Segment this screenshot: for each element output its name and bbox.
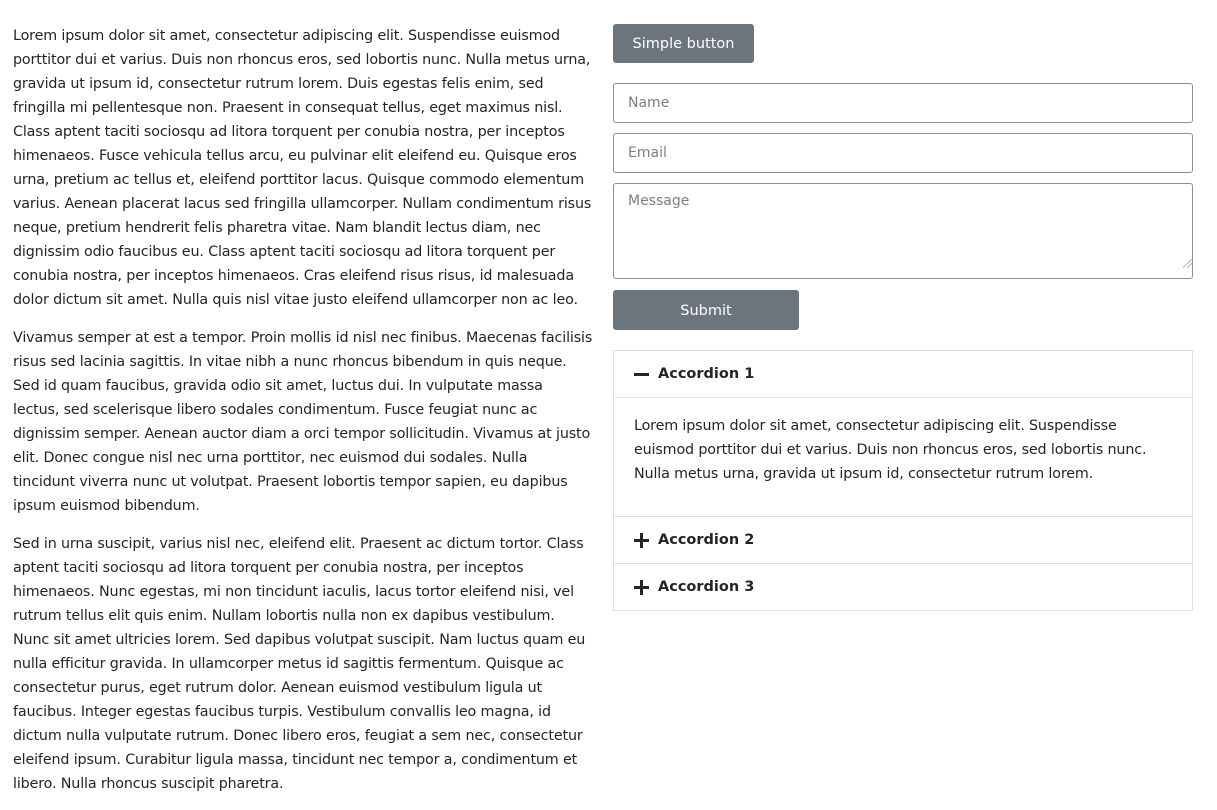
accordion-title-2: Accordion 2 <box>658 532 755 548</box>
article-text <box>13 24 593 810</box>
paragraph-3: Sed in urna suscipit, varius nisl nec, eleifend elit. Praesent ac dictum tortor. Class aptent taciti sociosqu ad litora torquent per conubia nostra, per inceptos himenaeos. Nunc egestas, mi non tincidunt iaculis, lacus tortor eleifend nisi, vel rutrum tellus elit quis enim. Nullam lobortis nulla non ex dapibus vestibulum. Nunc sit amet ultricies lorem. Sed dapibus volutpat suscipit. Nam luctus quam eu nulla efficitur gravida. In ullamcorper metus id sagittis fermentum. Quisque ac consectetur purus, eget rutrum dolor. Aenean euismod vestibulum ligula ut faucibus. Integer egestas faucibus turpis. Vestibulum convallis leo magna, id dictum nulla vulputate rutrum. Donec libero eros, feugiat a sem nec, consectetur eleifend ipsum. Curabitur ligula massa, tincidunt nec tempor a, condimentum et libero. Nulla rhoncus suscipit pharetra. <box>13 536 586 792</box>
accordion-title-3: Accordion 3 <box>658 579 755 595</box>
accordion-item-1 <box>614 351 1192 516</box>
resize-grip-icon[interactable] <box>1183 259 1192 268</box>
paragraph-2: Vivamus semper at est a tempor. Proin mollis id nisl nec finibus. Maecenas facilisis risus sed lacinia sagittis. In vitae nibh a nunc rhoncus bibendum in quis neque. Sed id quam faucibus, gravida odio sit amet, luctus dui. In vulputate massa lectus, sed scelerisque libero sodales condimentum. Fusce feugiat nunc ac dignissim semper. Aenean auctor diam a orci tempor sollicitudin. Vivamus at justo elit. Donec congue nisl nec urna porttitor, nec euismod dui sodales. Nulla tincidunt viverra nunc ut volutpat. Praesent lobortis tempor sapien, eu dapibus ipsum euismod bibendum. <box>13 330 593 514</box>
minus-icon <box>634 367 649 382</box>
name-input[interactable] <box>613 83 1193 123</box>
accordion-header-1[interactable] <box>614 351 1192 397</box>
accordion-title-1: Accordion 1 <box>658 366 755 382</box>
accordion-header-2[interactable] <box>614 517 1192 563</box>
accordion-item-2 <box>614 516 1192 563</box>
message-wrapper <box>613 183 1193 279</box>
sidebar-panel <box>613 24 1193 611</box>
accordion <box>613 350 1193 611</box>
plus-icon <box>634 533 649 548</box>
message-textarea[interactable] <box>613 183 1193 279</box>
accordion-item-3 <box>614 563 1192 610</box>
accordion-header-3[interactable] <box>614 564 1192 610</box>
contact-form <box>613 83 1193 330</box>
email-input[interactable] <box>613 133 1193 173</box>
submit-button[interactable]: Submit <box>613 290 799 330</box>
simple-button[interactable]: Simple button <box>613 24 754 63</box>
paragraph-1: Lorem ipsum dolor sit amet, consectetur adipiscing elit. Suspendisse euismod porttitor dui et varius. Duis non rhoncus eros, sed lobortis nunc. Nulla metus urna, gravida ut ipsum id, consectetur rutrum lorem. Duis egestas felis enim, sed fringilla mi pellentesque non. Praesent in consequat tellus, eget maximus nisl. Class aptent taciti sociosqu ad litora torquent per conubia nostra, per inceptos himenaeos. Fusce vehicula tellus arcu, eu pulvinar elit eleifend eu. Quisque eros urna, pretium ac tellus et, eleifend porttitor lacus. Quisque commodo elementum varius. Aenean placerat lacus sed fringilla ullamcorper. Nullam condimentum risus neque, pretium hendrerit felis pharetra vitae. Nam blandit lectus diam, nec dignissim odio faucibus eu. Class aptent taciti sociosqu ad litora torquent per conubia nostra, per inceptos himenaeos. Cras eleifend risus risus, id malesuada dolor dictum sit amet. Nulla quis nisl vitae justo eleifend ullamcorper non ac leo. <box>13 28 592 308</box>
plus-icon <box>634 580 649 595</box>
accordion-body-1: Lorem ipsum dolor sit amet, consectetur adipiscing elit. Suspendisse euismod porttitor dui et varius. Duis non rhoncus eros, sed lobortis nunc. Nulla metus urna, gravida ut ipsum id, consectetur rutrum lorem. <box>614 397 1192 516</box>
